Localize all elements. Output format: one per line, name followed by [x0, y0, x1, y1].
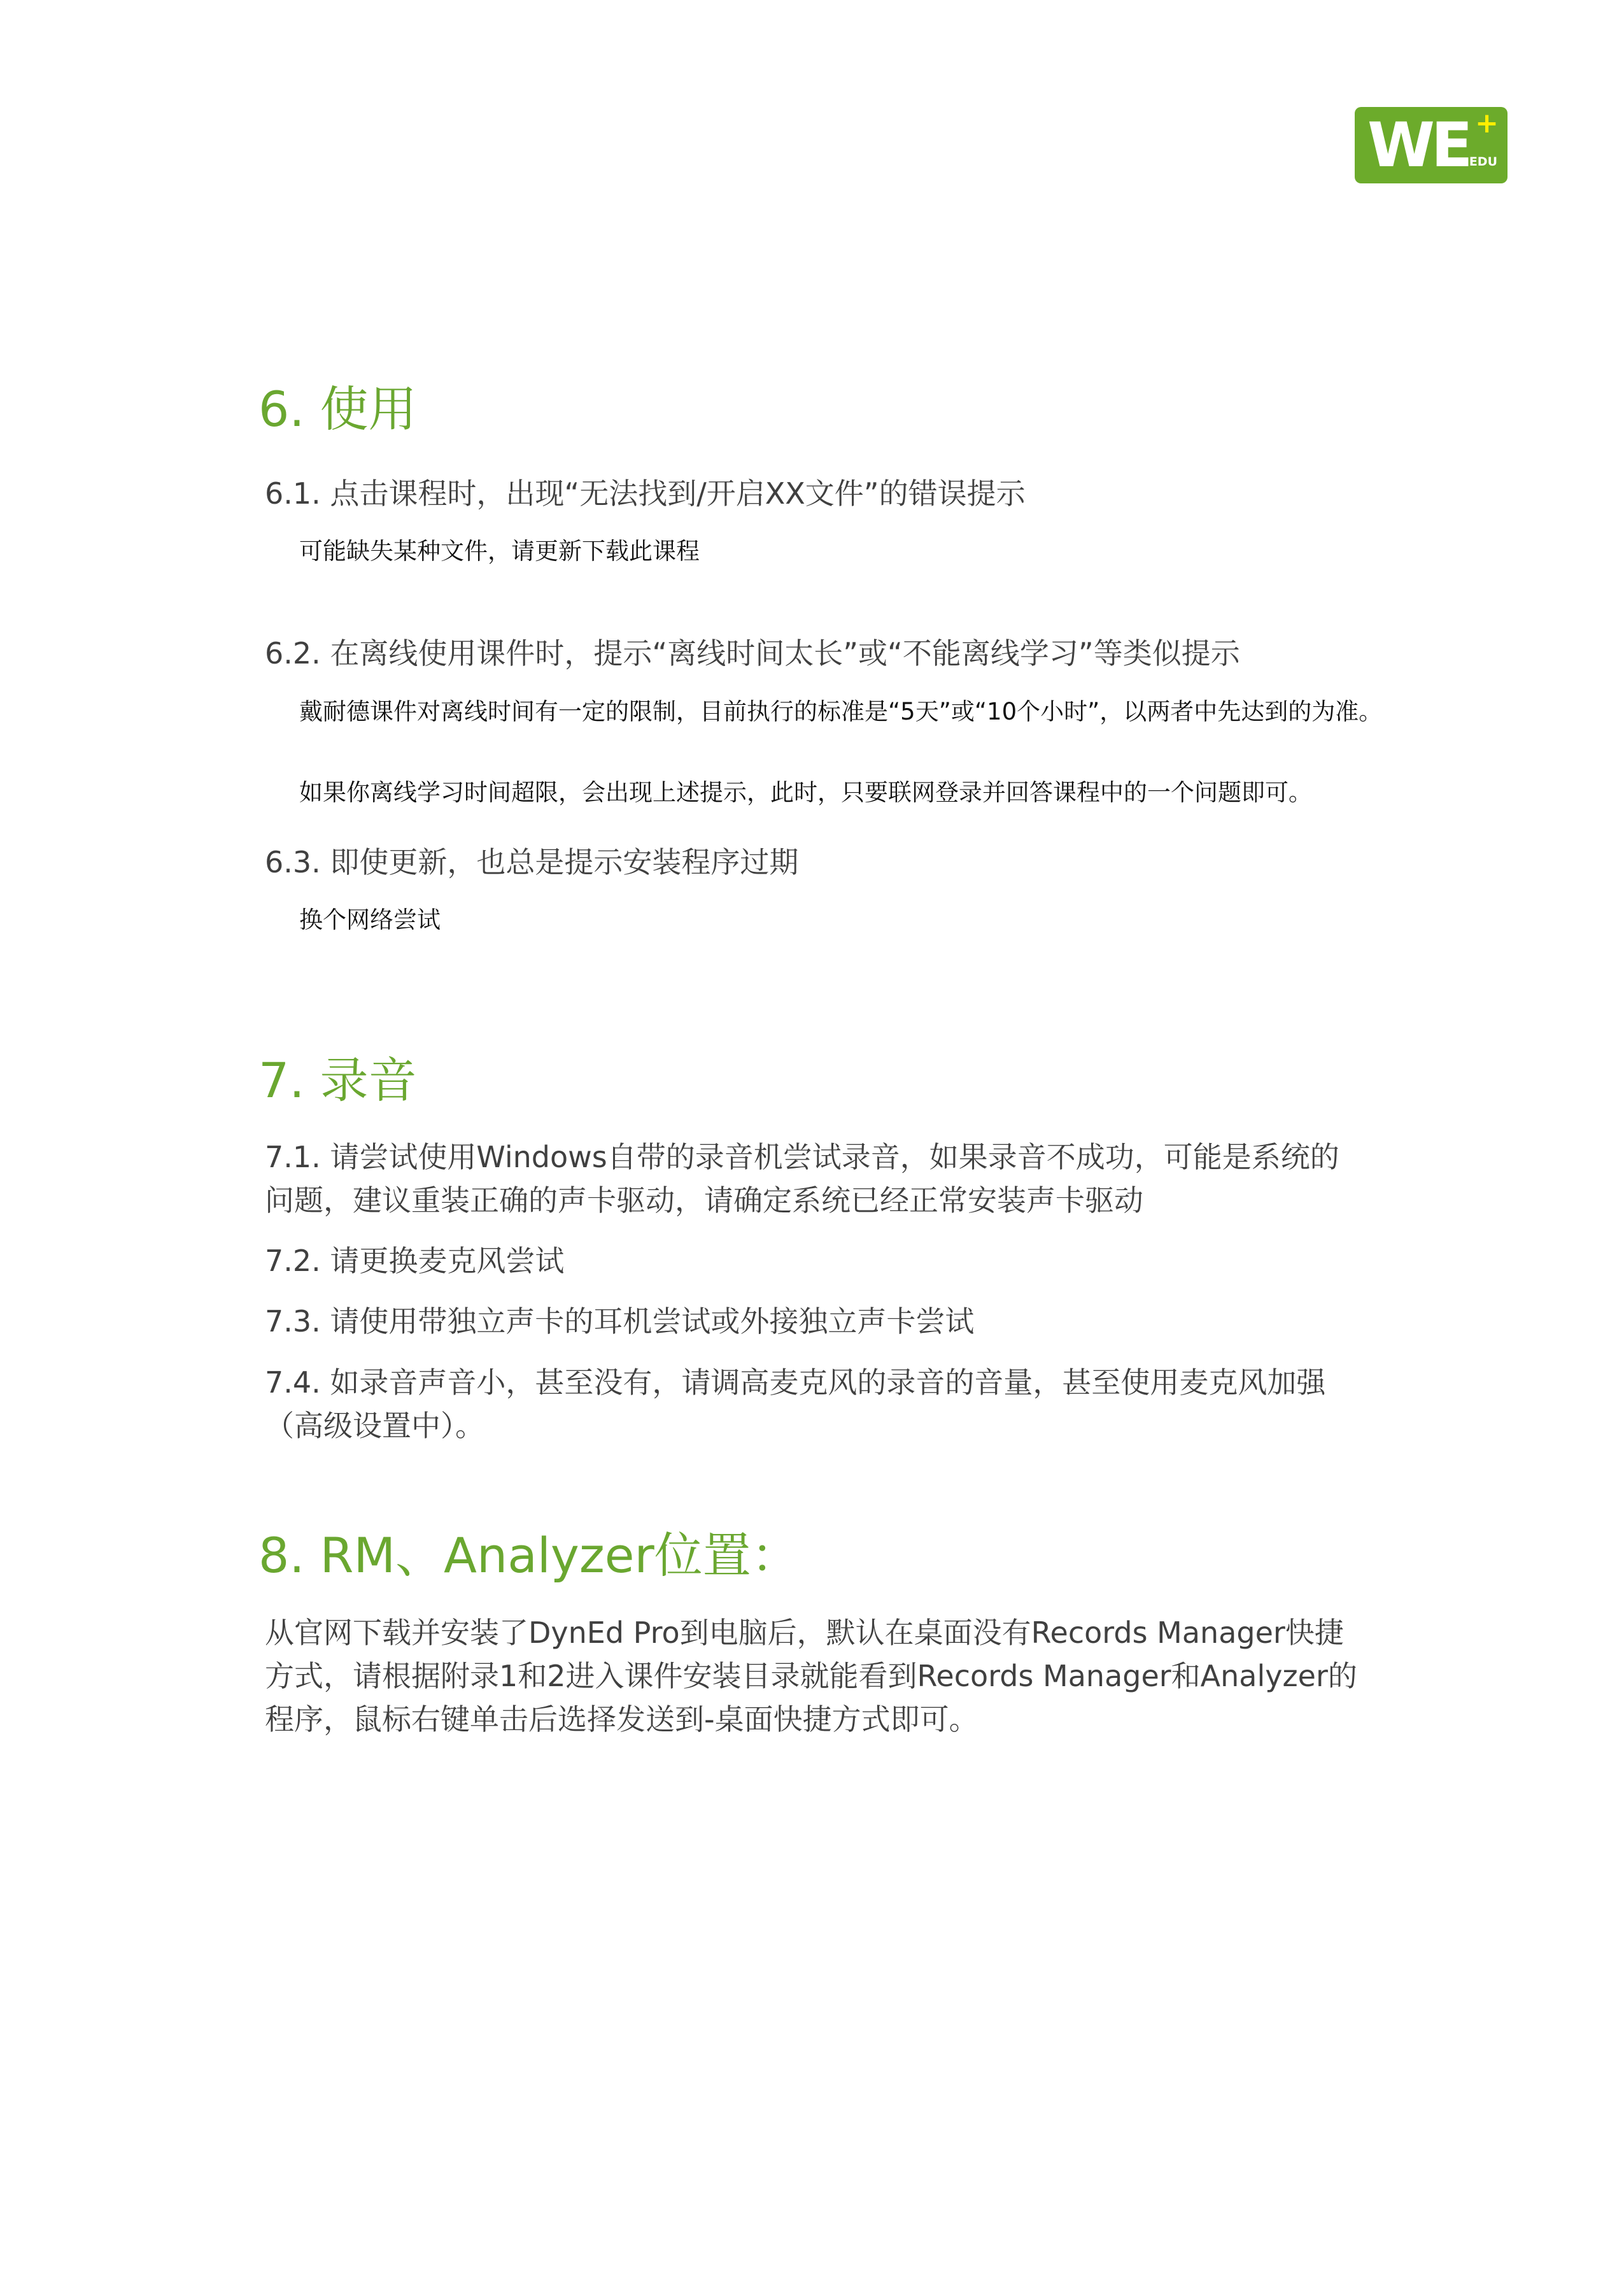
recording-item-7-4: 7.4. 如录音声音小，甚至没有，请调高麦克风的录音的音量，甚至使用麦克风加强（高级设置中）。 — [265, 1365, 1326, 1443]
logo-plus-icon: + — [1475, 107, 1499, 139]
answer-6-3: 换个网络尝试 — [299, 906, 441, 934]
we-edu-logo — [1355, 107, 1507, 183]
section-title-recording: 7. 录音 — [258, 1052, 417, 1109]
question-6-1: 6.1. 点击课程时，出现“无法找到/开启XX文件”的错误提示 — [265, 476, 1026, 511]
question-6-3: 6.3. 即使更新，也总是提示安装程序过期 — [265, 845, 799, 879]
rm-analyzer-body: 从官网下载并安装了DynEd Pro到电脑后，默认在桌面没有Records Manager快捷方式，请根据附录1和2进入课件安装目录就能看到Records Manager和Analyzer的程序，鼠标右键单击后选择发送到-桌面快捷方式即可。 — [265, 1615, 1357, 1736]
answer-6-1: 可能缺失某种文件，请更新下载此课程 — [299, 537, 700, 565]
logo-text: WE — [1367, 110, 1469, 181]
question-6-2: 6.2. 在离线使用课件时，提示“离线时间太长”或“不能离线学习”等类似提示 — [265, 636, 1240, 671]
recording-item-7-3: 7.3. 请使用带独立声卡的耳机尝试或外接独立声卡尝试 — [265, 1304, 975, 1338]
recording-item-7-2: 7.2. 请更换麦克风尝试 — [265, 1244, 565, 1278]
answer-6-2-a: 戴耐德课件对离线时间有一定的限制，目前执行的标准是“5天”或“10个小时”，以两者中先达到的为准。 — [299, 698, 1383, 725]
section-title-usage: 6. 使用 — [258, 381, 417, 437]
recording-item-7-1: 7.1. 请尝试使用Windows自带的录音机尝试录音，如果录音不成功，可能是系统的问题，建议重装正确的声卡驱动，请确定系统已经正常安装声卡驱动 — [265, 1140, 1339, 1218]
section-title-rm-analyzer: 8. RM、Analyzer位置： — [258, 1527, 800, 1584]
answer-6-2-b: 如果你离线学习时间超限，会出现上述提示，此时，只要联网登录并回答课程中的一个问题即可。 — [299, 779, 1312, 806]
logo-subtext: EDU — [1469, 155, 1497, 169]
